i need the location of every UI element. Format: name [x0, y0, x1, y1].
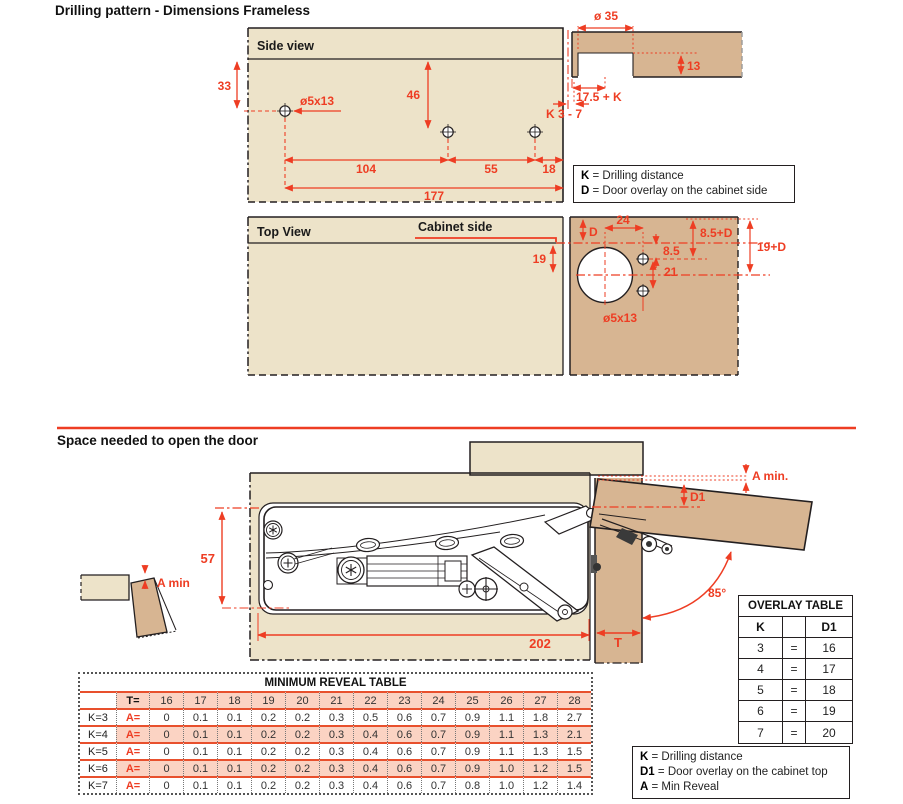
reveal-value: 0.4: [353, 725, 387, 742]
cabinet-side-label: Cabinet side: [418, 220, 493, 234]
reveal-value: 0.6: [387, 725, 421, 742]
section1-title: Drilling pattern - Dimensions Frameless: [55, 3, 311, 18]
dim-hole-label: ø5x13: [602, 311, 638, 325]
reveal-t-value: 16: [149, 691, 183, 708]
reveal-value: 1.4: [557, 776, 591, 793]
overlay-table: [738, 595, 853, 744]
reveal-value: 0.1: [183, 725, 217, 742]
reveal-value: 0.9: [455, 708, 489, 725]
overlay-cell: 6: [739, 701, 782, 722]
reveal-value: 0.2: [285, 759, 319, 776]
door-cross-section: [546, 9, 742, 121]
dim-177: 177: [423, 189, 445, 203]
dim-d: D: [589, 225, 598, 239]
reveal-row-a-label: A=: [116, 742, 149, 759]
reveal-value: 0.7: [421, 776, 455, 793]
reveal-value: 0.4: [353, 759, 387, 776]
reveal-t-value: 22: [353, 691, 387, 708]
overlay-cell: =: [782, 701, 805, 722]
reveal-value: 2.7: [557, 708, 591, 725]
reveal-row-a-label: A=: [116, 725, 149, 742]
overlay-cell: 7: [757, 725, 764, 740]
reveal-value: 0.6: [387, 742, 421, 759]
reveal-value: 1.2: [523, 759, 557, 776]
overlay-cell: =: [782, 638, 805, 659]
cabinet-top-panel: [470, 442, 643, 475]
dim-8-5: 8.5: [663, 244, 680, 258]
reveal-value: 0.4: [353, 742, 387, 759]
reveal-value: 0.1: [183, 708, 217, 725]
reveal-t-value: 28: [557, 691, 591, 708]
dim-k-range: K 3 - 7: [546, 107, 583, 121]
reveal-value: 1.0: [489, 776, 523, 793]
reveal-value: 0.1: [217, 759, 251, 776]
reveal-value: 1.5: [557, 759, 591, 776]
reveal-value: 0.6: [387, 759, 421, 776]
overlay-cell: =: [782, 659, 805, 680]
dim-57: 57: [200, 551, 215, 566]
dim-angle: 85°: [708, 586, 727, 600]
legend-term: K: [640, 751, 649, 763]
dim-46: 46: [406, 88, 420, 102]
overlay-cell: 20: [805, 722, 852, 743]
side-view-label: Side view: [257, 39, 314, 53]
dim-a-min-right: A min.: [752, 469, 789, 483]
dim-104: 104: [355, 162, 377, 176]
side-view-panel: [218, 28, 563, 203]
reveal-value: 0: [149, 776, 183, 793]
reveal-value: 1.2: [523, 776, 557, 793]
reveal-value: 0.9: [455, 725, 489, 742]
reveal-row-a-label: A=: [116, 776, 149, 793]
reveal-value: 1.1: [489, 708, 523, 725]
legend-term: D: [581, 185, 590, 197]
reveal-t-value: 17: [183, 691, 217, 708]
reveal-value: 0.1: [183, 759, 217, 776]
reveal-t-value: 23: [387, 691, 421, 708]
min-reveal-mini-diagram: [81, 565, 190, 638]
reveal-row-a-label: A=: [116, 708, 149, 725]
reveal-value: 0: [149, 708, 183, 725]
reveal-value: 0.2: [285, 708, 319, 725]
legend-term: K: [581, 170, 590, 182]
reveal-value: 0.3: [319, 759, 353, 776]
dim-19-plus-d: 19+D: [757, 240, 787, 254]
reveal-value: 0.1: [183, 776, 217, 793]
reveal-value: 1.5: [557, 742, 591, 759]
dim-a-min-left: A min: [157, 576, 190, 590]
reveal-value: 0.7: [421, 708, 455, 725]
overlay-cell: 19: [805, 701, 852, 722]
reveal-value: 0.6: [387, 776, 421, 793]
legend-desc: = Drilling distance: [592, 170, 684, 182]
reveal-value: 0.5: [353, 708, 387, 725]
reveal-value: 1.8: [523, 708, 557, 725]
reveal-value: 0.4: [353, 776, 387, 793]
reveal-value: 1.1: [489, 725, 523, 742]
overlay-cell: 17: [805, 659, 852, 680]
minimum-reveal-table: [78, 672, 593, 795]
reveal-value: 0.1: [183, 742, 217, 759]
legend-desc: = Door overlay on the cabinet top: [657, 766, 828, 778]
overlay-col-k: K: [739, 617, 782, 638]
overlay-cell: =: [782, 680, 805, 701]
legend-desc: = Door overlay on the cabinet side: [592, 185, 768, 197]
reveal-value: 0.8: [455, 776, 489, 793]
reveal-value: 0.1: [217, 708, 251, 725]
reveal-value: 0: [149, 759, 183, 776]
legend-term: D1: [640, 766, 655, 778]
reveal-value: 1.3: [523, 725, 557, 742]
reveal-value: 0.3: [319, 708, 353, 725]
dim-cup-depth: 13: [687, 59, 701, 73]
dim-19: 19: [532, 252, 546, 266]
top-view-panel: [248, 213, 786, 375]
reveal-value: 2.1: [557, 725, 591, 742]
reveal-t-value: 27: [523, 691, 557, 708]
reveal-value: 0.2: [251, 776, 285, 793]
legend-desc: = Min Reveal: [651, 781, 719, 793]
reveal-row-k: K=4: [80, 725, 116, 742]
reveal-table-title: MINIMUM REVEAL TABLE: [264, 676, 407, 689]
reveal-t-value: 26: [489, 691, 523, 708]
reveal-value: 0.2: [285, 776, 319, 793]
reveal-value: 0.1: [217, 725, 251, 742]
legend-term: A: [640, 781, 649, 793]
reveal-value: 0.9: [455, 742, 489, 759]
reveal-row-k: K=5: [80, 742, 116, 759]
reveal-value: 0: [149, 742, 183, 759]
overlay-table-title: OVERLAY TABLE: [739, 596, 852, 617]
reveal-value: 0.3: [319, 725, 353, 742]
dim-t: T: [614, 635, 622, 650]
reveal-value: 0.2: [285, 725, 319, 742]
reveal-value: 0.3: [319, 742, 353, 759]
legend-drilling: [573, 165, 795, 203]
overlay-cell: 16: [805, 638, 852, 659]
reveal-row-a-label: A=: [116, 759, 149, 776]
dim-55: 55: [484, 162, 498, 176]
reveal-corner-cell: [80, 691, 116, 708]
reveal-value: 0: [149, 725, 183, 742]
overlay-col-d1: D1: [805, 617, 852, 638]
reveal-value: 0.3: [319, 776, 353, 793]
overlay-cell: 5: [739, 680, 782, 701]
dim-8-5-plus-d: 8.5+D: [700, 226, 733, 240]
legend-space: [632, 746, 850, 799]
reveal-value: 0.2: [251, 725, 285, 742]
reveal-value: 0.6: [387, 708, 421, 725]
overlay-cell: 18: [805, 680, 852, 701]
reveal-value: 0.7: [421, 742, 455, 759]
dim-33: 33: [217, 79, 231, 93]
dim-21: 21: [664, 265, 678, 279]
hinge-mechanism: [259, 503, 606, 621]
reveal-value: 0.9: [455, 759, 489, 776]
reveal-value: 1.3: [523, 742, 557, 759]
top-view-label: Top View: [257, 225, 311, 239]
reveal-t-value: 21: [319, 691, 353, 708]
dim-202: 202: [529, 636, 551, 651]
reveal-t-label: T=: [116, 691, 149, 708]
reveal-value: 1.1: [489, 742, 523, 759]
reveal-value: 0.1: [217, 742, 251, 759]
reveal-t-value: 19: [251, 691, 285, 708]
overlay-cell: 3: [739, 638, 782, 659]
reveal-value: 0.7: [421, 725, 455, 742]
section2-title: Space needed to open the door: [57, 433, 259, 448]
reveal-t-value: 24: [421, 691, 455, 708]
reveal-value: 1.0: [489, 759, 523, 776]
reveal-value: 0.2: [251, 759, 285, 776]
dim-d1: D1: [690, 490, 706, 504]
reveal-row-k: K=3: [80, 708, 116, 725]
dim-cup-diameter: ø 35: [593, 9, 619, 23]
reveal-t-value: 20: [285, 691, 319, 708]
overlay-col-spacer: [782, 617, 805, 638]
reveal-value: 0.2: [251, 708, 285, 725]
reveal-row-k: K=6: [80, 759, 116, 776]
dim-24: 24: [616, 213, 630, 227]
reveal-value: 0.7: [421, 759, 455, 776]
reveal-value: 0.2: [251, 742, 285, 759]
reveal-t-value: 25: [455, 691, 489, 708]
dim-hole-label: ø5x13: [300, 94, 335, 108]
overlay-cell: 4: [739, 659, 782, 680]
overlay-cell: =: [782, 722, 805, 743]
dim-18: 18: [542, 162, 556, 176]
legend-desc: = Drilling distance: [651, 751, 743, 763]
reveal-t-value: 18: [217, 691, 251, 708]
dim-cup-offset: 17.5 + K: [576, 90, 622, 104]
reveal-value: 0.1: [217, 776, 251, 793]
reveal-value: 0.2: [285, 742, 319, 759]
reveal-row-k: K=7: [80, 776, 116, 793]
